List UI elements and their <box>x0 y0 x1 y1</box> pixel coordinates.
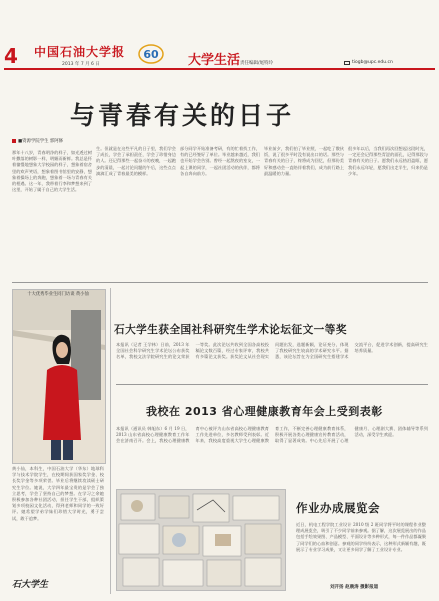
article4-headline: 作业办成展览会 <box>296 501 380 515</box>
feature-column-4: 毕业前夕，我们拍了毕业照，一起吃了散伙饭，说了很多平时没有说出口的话。那些与青春有关的日子，终将成为回忆，但那份美好和感动会一直陪伴着我们，成为前行路上最温暖的力量。 <box>264 146 344 176</box>
column-logo: 石大学生 <box>12 580 49 590</box>
mail-icon <box>344 61 350 65</box>
article3-body: 本报讯（通讯员 韩旭东）6 月 19 日，2013 山东省高校心理健康教育工作年会在济南召开。会上，我校心理健康教育中心被评为山东省高校心理健康教育工作先进单位，多名教师受到表彰。近年来，我校高度重视大学生心理健康教育工作，不断完善心理健康教育体系，积极开展各类心理健康宣传教育活动，取得了显著成效。中心先后开展了心理健康月、心理剧大赛、团体辅导等系列活动，深受学生欢迎。 <box>116 426 428 444</box>
issue-date: 2013 年 7 月 6 日 <box>62 62 100 67</box>
feature-headline: 与青春有关的日子 <box>70 101 295 130</box>
article3-headline: 我校在 2013 省心理健康教育年会上受到表彰 <box>146 405 383 418</box>
bullet-square-icon <box>12 139 16 143</box>
contact-email <box>344 60 393 65</box>
page-number: 4 <box>4 44 18 68</box>
feature-column-3: 部分同学开始准备考研，有的忙着找工作，有的已经签好了单位。毕业越来越近，我们也开始学会告别。曾经一起熬夜的室友，一起上课的同学，一起社团活动的伙伴，都将各自奔向前方。 <box>180 146 260 176</box>
student-photo-illustration <box>13 290 105 463</box>
student-photo <box>12 289 106 464</box>
section-divider <box>12 282 428 283</box>
header-rule <box>4 68 435 70</box>
editor-credit: 责任编辑/尾特玲 <box>240 61 274 66</box>
feature-column-2: 生。但就是在这些平凡的日子里，我们学会了成长，学会了承担责任，学会了珍惜身边的人。还记得那些一起奋斗的夜晚，一起跑步的清晨，一起讨论问题的午后，这些点点滴滴汇成了青春最美的模样。 <box>96 146 176 176</box>
anniversary-60-logo <box>138 44 164 64</box>
photo-caption: 十大优秀毕业生同门访谈 黄小仙 <box>27 292 89 297</box>
feature-author <box>12 138 63 144</box>
section-title: 大学生活 <box>188 53 241 68</box>
article2-body: 本报讯（记者 王学林）日前，2013 年全国社会科学研究生学术论坛公布获奖名单，我校文法学院研究生的论文荣获一等奖。此次论坛共收到全国各高校投稿论文数百篇，经过专家评审，我校共有多篇论文获奖。获奖论文从社会现实问题出发，选题新颖，论证充分，体现了我校研究生较高的学术研究水平。据悉，该论坛旨在为全国研究生搭建学术交流平台，促进学术创新，提高研究生培养质量。 <box>116 342 428 360</box>
exhibition-photo-illustration <box>117 490 285 590</box>
feature-column-5: 很多年以后，当我们再次回想起这段时光，一定还会记得那些青涩的面孔，记得那段与青春有关的日子。愿我们永远热泪盈眶，愿我们永远年轻，愿我们出走半生，归来仍是少年。 <box>348 146 428 176</box>
article4-byline: 刘开扬 赵晨涛 摄影报道 <box>330 585 379 590</box>
feature-column-1: 那年十八岁，青春明净的样子，如光透过树叶撒落的树影一样，明媚而新鲜。我总是怀着憧憬地想象大学校园的样子，想象着宿舍里的欢声笑语，想象着图书馆里的安静，想象着操场上的奔跑，想象着一场与青春有关的相遇。这一年，我带着行李和梦想来到了这里，开始了属于自己的大学生活。 <box>12 150 92 193</box>
column-divider <box>110 288 111 594</box>
student-profile-text: 黄小仙，本科生，中国石油大学（华东）地球科学与技术学院学生，在校期间获国家奖学金、校长奖学金等多项荣誉。毕业后将继续攻读硕士研究生学位。她说，大学四年最宝贵的是学会了独立思考，学会了坚持自己的梦想。在学习之余她积极参加各种社团活动，担任学生干部，组织策划多项校园文化活动，得到老师和同学的一致好评。她希望学弟学妹们珍惜大学时光，勇于尝试，敢于追梦。 <box>12 466 104 521</box>
article4-body: 近日，机电工程学院工业设计 2010 级 2 班同学将平时的课程作业整理成展览会，吸引了不少同学前来参观。据了解，这次展览展出的作品包括手绘效果图、产品模型、平面设计等多种形式，每一件作品都凝聚了同学们的心血和创意。参观的同学纷纷表示，这种形式新颖有趣，既展示了专业学习成果，又让更多同学了解了工业设计专业。 <box>296 522 426 552</box>
email-address: tiogb@upc.edu.cn <box>352 60 393 65</box>
badge-label: 60 <box>143 48 159 61</box>
article2-headline: 石大学生获全国社科研究生学术论坛征文一等奖 <box>114 324 347 336</box>
exhibition-photo <box>116 489 286 591</box>
feature-author-name: ■资源学院学生 郭阿修 <box>18 139 64 144</box>
article-divider <box>116 384 428 385</box>
masthead-title: 中国石油大学报 <box>34 45 126 59</box>
